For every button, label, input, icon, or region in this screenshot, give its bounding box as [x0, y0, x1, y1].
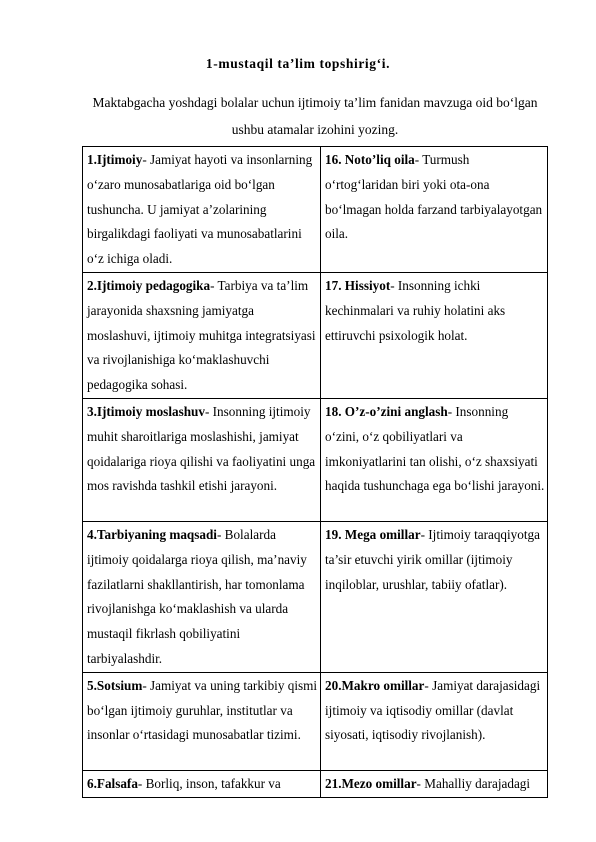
- term-definition: - Insonning o‘zini, o‘z qobiliyatlari va imkoniyatlarini tan olishi, o‘z shaxsiyati haqida tushunchaga ega bo‘lishi jarayoni.: [325, 403, 545, 494]
- term-definition: - Jamiyat hayoti va insonlarning o‘zaro munosabatlariga oid bo‘lgan tushuncha. U jamiyat a’zolarining birgalikdagi faoliyati va munosabatlarini o‘z ichiga oladi.: [87, 152, 313, 267]
- term-label: 1.Ijtimoiy: [87, 152, 143, 167]
- term-cell: [321, 398, 548, 521]
- table-row: [83, 398, 548, 521]
- term-definition: - Insonning ijtimoiy muhit sharoitlariga moslashishi, jamiyat qoidalariga rioya qilishi va faoliyatini unga mos ravishda tashkil etishi jarayoni.: [87, 403, 316, 494]
- term-cell: [83, 770, 321, 797]
- term-definition: - Bolalarda ijtimoiy qoidalarga rioya qilish, ma’naviy fazilatlarni shakllantirish, har tomonlama rivojlanishga ko‘maklashish va ularda mustaqil fikrlash qobiliyatini tarbiyalashdir.: [87, 526, 307, 666]
- term-label: 17. Hissiyot: [325, 277, 391, 293]
- term-definition: - Jamiyat va uning tarkibiy qismi bo‘lgan ijtimoiy guruhlar, institutlar va insonlar o‘rtasidagi munosabatlar tizimi.: [87, 677, 318, 743]
- term-definition: - Borliq, inson, tafakkur va: [137, 775, 281, 791]
- term-cell: [321, 272, 548, 398]
- term-cell: [83, 398, 321, 521]
- term-cell: [83, 147, 321, 273]
- term-cell: [321, 672, 548, 770]
- table-row: [83, 770, 548, 797]
- term-cell: [83, 272, 321, 398]
- term-definition: - Ijtimoiy taraqqiyotga ta’sir etuvchi yirik omillar (ijtimoiy inqiloblar, urushlar, tabiiy ofatlar).: [325, 526, 540, 592]
- term-definition: - Jamiyat darajasidagi ijtimoiy va iqtisodiy omillar (davlat siyosati, iqtisodiy rivojlanish).: [325, 677, 541, 743]
- term-label: 21.Mezo omillar: [325, 775, 417, 791]
- term-cell: [83, 521, 321, 672]
- term-label: 4.Tarbiyaning maqsadi: [87, 526, 217, 542]
- term-cell: [83, 672, 321, 770]
- table-row: [83, 272, 548, 398]
- term-label: 19. Mega omillar: [325, 526, 421, 542]
- term-label: 2.Ijtimoiy pedagogika: [87, 277, 211, 293]
- term-label: 3.Ijtimoiy moslashuv: [87, 403, 205, 419]
- term-cell: [321, 770, 548, 797]
- term-cell: [321, 521, 548, 672]
- instruction-text: Maktabgacha yoshdagi bolalar uchun ijtimoiy ta’lim fanidan mavzuga oid bo‘lgan ushbu atamalar izohini yozing.: [92, 95, 538, 137]
- term-definition: - Insonning ichki kechinmalari va ruhiy holatini aks ettiruvchi psixologik holat.: [325, 277, 506, 343]
- table-row: [83, 147, 548, 273]
- term-label: 20.Makro omillar: [325, 677, 425, 693]
- term-definition: - Tarbiya va ta’lim jarayonida shaxsning jamiyatga moslashuvi, ijtimoiy muhitga integratsiyasi va rivojlanishiga ko‘maklashuvchi pedagogika sohasi.: [87, 277, 316, 393]
- term-label: 16. Noto’liq oila: [325, 152, 415, 167]
- terms-table: [82, 146, 548, 798]
- term-cell: [321, 147, 548, 273]
- term-definition: - Turmush o‘rtog‘laridan biri yoki ota-ona bo‘lmagan holda farzand tarbiyalayotgan oila.: [325, 152, 543, 242]
- term-definition: - Mahalliy darajadagi: [416, 775, 531, 791]
- term-label: 6.Falsafa: [87, 775, 138, 791]
- page-title: 1-mustaqil ta’lim topshirig‘i.: [205, 56, 391, 71]
- table-row: [83, 521, 548, 672]
- table-row: [83, 672, 548, 770]
- term-label: 5.Sotsium: [87, 677, 143, 693]
- term-label: 18. O’z-o’zini anglash: [325, 403, 448, 419]
